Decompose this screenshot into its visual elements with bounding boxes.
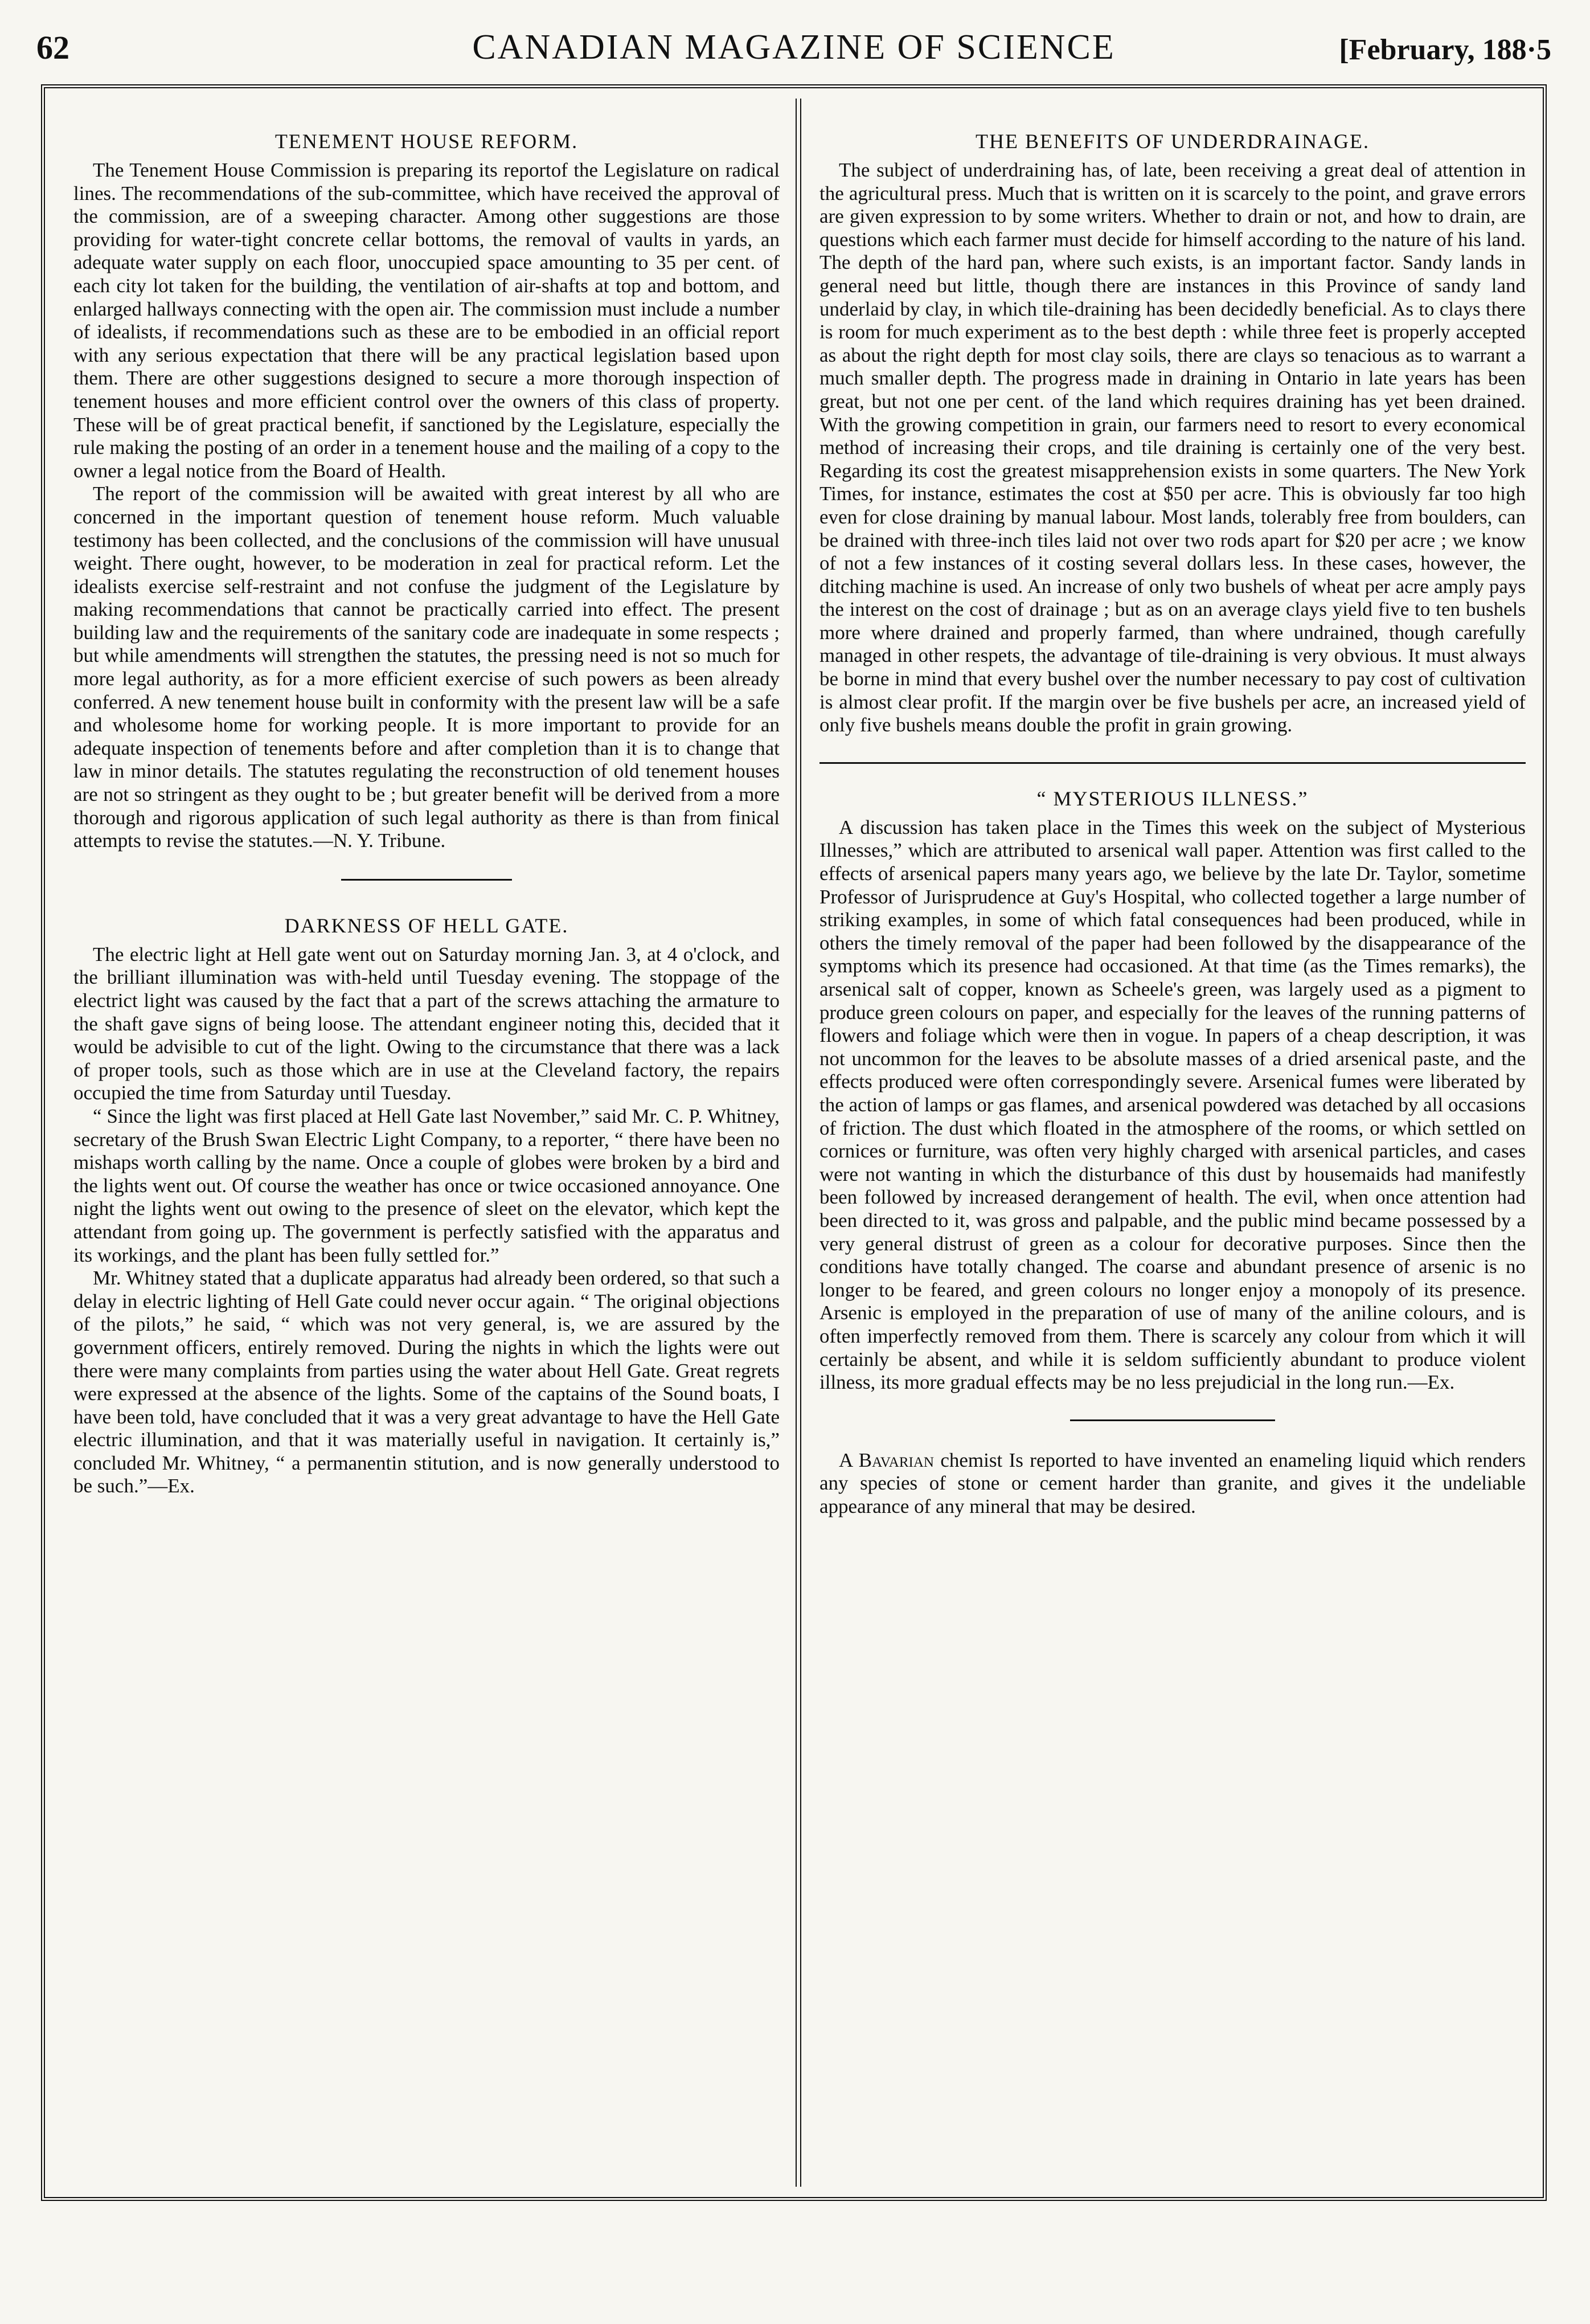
article-paragraph: The electric light at Hell gate went out on Saturday morning Jan. 3, at 4 o'clock, and the brilliant illumination was with-held until Tuesday evening. The stoppage of the electrict light was caused by the fact that a part of the screws attaching the armature to the shaft gave signs of being loose. The attendant engineer noting this, decided that it would be advisible to cut of the light. Owing to the circumstance that there was a lack of proper tools, such as those which are in use at the Cleveland factory, the repairs occupied the time from Saturday until Tuesday. [73,943,780,1104]
section-divider [1070,1419,1275,1423]
article-benefits-of-underdrainage [819,129,1526,737]
article-paragraph: Mr. Whitney stated that a duplicate apparatus had already been ordered, so that such a delay in electric lighting of Hell Gate could never occur again. “ The original objections of the pilots,” he said, “ which was not very general, is, we are assured by the government officers, entirely removed. During the nights in which the lights were out there were many complaints from parties using the water about Hell Gate. Great regrets were expressed at the absence of the lights. Some of the captains of the Sound boats, I have been told, have concluded that it was a very great advantage to have the Hell Gate electric illumination, and that it was materially useful in navigation. It certainly is,” concluded Mr. Whitney, “ a permanentin stitution, and is now generally understood to be such.”—Ex. [73,1267,780,1497]
page-header [36,23,1551,74]
article-tenement-house-reform [73,129,780,853]
section-divider [341,879,512,881]
article-title: TENEMENT HOUSE REFORM. [274,130,579,153]
article-paragraph: A discussion has taken place in the Times this week on the subject of Mysterious Illnesses,” which are attributed to arsenical wall paper. Attention was first called to the effects of arsenical papers many years ago, we believe by the late Dr. Taylor, sometime Professor of Jurisprudence at Guy's Hospital, who collected together a large number of striking examples, in some of which fatal consequences had been produced, while in others the timely removal of the paper had been followed by the disappearance of the symptoms which its presence had occasioned. At that time (as the Times remarks), the arsenical salt of copper, known as Scheele's green, was largely used as a pigment to produce green colours on paper, and especially for the leaves of the running patterns of flowers and foliage which were then in vogue. In papers of a cheap description, it was not uncommon for the leaves to be absolute masses of a dried arsenical paste, and the effects produced were often correspondingly severe. Arsenical fumes were liberated by the action of lamps or gas flames, and arsenical powdered was detached by all occasions of friction. The dust which floated in the atmosphere of the rooms, or which settled on cornices or furniture, was often very highly charged with arsenical particles, and cases were not wanting in which the disturbance of this dust by housemaids had manifestly been followed by increased derangement of health. The evil, when once attention had been directed to it, was gross and palpable, and the public mind became possessed by a very general distrust of green as a colour for decorative purposes. Since then the conditions have totally changed. The coarse and abundant presence of arsenic is no longer to be feared, and green colours no longer enjoy a monopoly of its presence. Arsenic is employed in the preparation of use of many of the aniline colours, and is often imperfectly removed from them. There is scarcely any colour from which it will certainly be absent, and while it is seldom sufficiently abundant to produce violent illness, its more gradual effects may be no less prejudicial in the long run.—Ex. [819,816,1526,1394]
article-darkness-of-hell-gate [73,914,780,1498]
article-paragraph: “ Since the light was first placed at Hell Gate last November,” said Mr. C. P. Whitney, secretary of the Brush Swan Electric Light Company, to a reporter, “ there have been no mishaps worth calling by the name. Once a couple of globes were broken by a bird and the lights went out. Of course the weather has once or twice occasioned annoyance. One night the lights went out owing to the presence of sleet on the elevator, which kept the attendant from going up. The government is perfectly satisfied with the apparatus and its workings, and the plant has been fully settled for.” [73,1104,780,1266]
issue-date: [February, 188·5 [1339,34,1551,66]
section-divider [819,762,1526,764]
page-frame [41,84,1547,2201]
left-column [73,122,780,2180]
article-paragraph: The Tenement House Commission is preparing its reportof the Legislature on radical lines. The recommendations of the sub-committee, which have received the approval of the commission, are of a sweeping character. Among other suggestions are those providing for water-tight concrete cellar bottoms, the removal of vaults in yards, an adequate water supply on each floor, unoccupied space amounting to 35 per cent. of each city lot taken for the building, the ventilation of air-shafts at top and bottom, and enlarged hallways connecting with the open air. The commission must include a number of idealists, if recommendations such as these are to be embodied in an official report with any serious expectation that there will be any practical legislation based upon them. There are other suggestions designed to secure a more thorough inspection of tenement houses and more efficient control over the owners of this class of property. These will be of great practical benefit, if sanctioned by the Legislature, especially the rule making the posting of an order in a tenement house and the mailing of a copy to the owner a legal notice from the Board of Health. [73,159,780,482]
article-title: THE BENEFITS OF UNDERDRAINAGE. [976,130,1370,153]
article-title: “ MYSTERIOUS ILLNESS.” [1036,787,1309,810]
page-number: 62 [36,29,69,66]
column-rule [796,99,801,2187]
magazine-title: CANADIAN MAGAZINE OF SCIENCE [472,28,1116,67]
article-body-text: chemist Is reported to have invented an enameling liquid which renders any species of stone or cement harder than granite, and gives it the undeliable appearance of any mineral that may be desired. [819,1449,1526,1517]
right-column [819,122,1526,2180]
article-lead-words: A Bavarian [839,1449,934,1471]
article-paragraph: The subject of underdraining has, of late, been receiving a great deal of attention in the agricultural press. Much that is written on it is scarcely to the point, and grave errors are given expression to by some writers. Whether to drain or not, and how to drain, are questions which each farmer must decide for himself according to the nature of his land. The depth of the hard pan, where such exists, is an important factor. Sandy lands in general need but little, though there are instances in this Province of sandy land underlaid by clay, in which tile-draining has been decidedly beneficial. As to clays there is room for much experiment as to the best depth : while three feet is properly accepted as about the right depth for most clay soils, there are clays so tenacious as to warrant a much smaller depth. The progress made in draining in Ontario in late years has been great, but not one per cent. of the land which requires draining has yet been drained. With the growing competition in grain, our farmers need to resort to every economical method of increasing their crops, and tile draining is certainly one of the very best. Regarding its cost the greatest misapprehension exists in some quarters. The New York Times, for instance, estimates the cost at $50 per acre. This is obviously far too high even for close draining by manual labour. Most lands, tolerably free from boulders, can be drained with three-inch tiles laid not over two rods apart for $20 per acre ; we know of not a few instances of it costing several dollars less. In these cases, however, the ditching machine is used. An increase of only two bushels of wheat per acre amply pays the interest on the cost of drainage ; but as on an average clays yield five to ten bushels more where drained and properly farmed, than where undrained, though carefully managed in other respets, the advantage of tile-draining is very obvious. It must always be borne in mind that every bushel over the number necessary to pay cost of cultivation is almost clear profit. If the margin over be five bushels per acre, an increased yield of only five bushels means double the profit in grain growing. [819,159,1526,737]
article-mysterious-illness [819,787,1526,1394]
article-paragraph: The report of the commission will be awaited with great interest by all who are concerned in the important question of tenement house reform. Much valuable testimony has been collected, and the conclusions of the commission will have unusual weight. There ought, however, to be moderation in zeal for practical reform. Let the idealists exercise self-restraint and not confuse the judgment of the Legislature by making recommendations that cannot be practically carried into effect. The present building law and the requirements of the sanitary code are inadequate in some respects ; but while amendments will strengthen the statutes, the pressing need is not so much for more legal authority, as for a more efficient exercise of such powers as been already conferred. A new tenement house built in conformity with the present law will be a safe and wholesome home for working people. It is more important to provide for an adequate inspection of tenements before and after completion than it is to change that law in minor details. The statutes regulating the reconstruction of old tenement houses are not so stringent as they ought to be ; but greater benefit will be derived from a more thorough and rigorous application of such legal authority as there is than from finical attempts to revise the statutes.—N. Y. Tribune. [73,482,780,852]
article-title: DARKNESS OF HELL GATE. [284,914,569,937]
article-paragraph [819,1449,1526,1519]
article-bavarian-enamel [819,1449,1526,1519]
